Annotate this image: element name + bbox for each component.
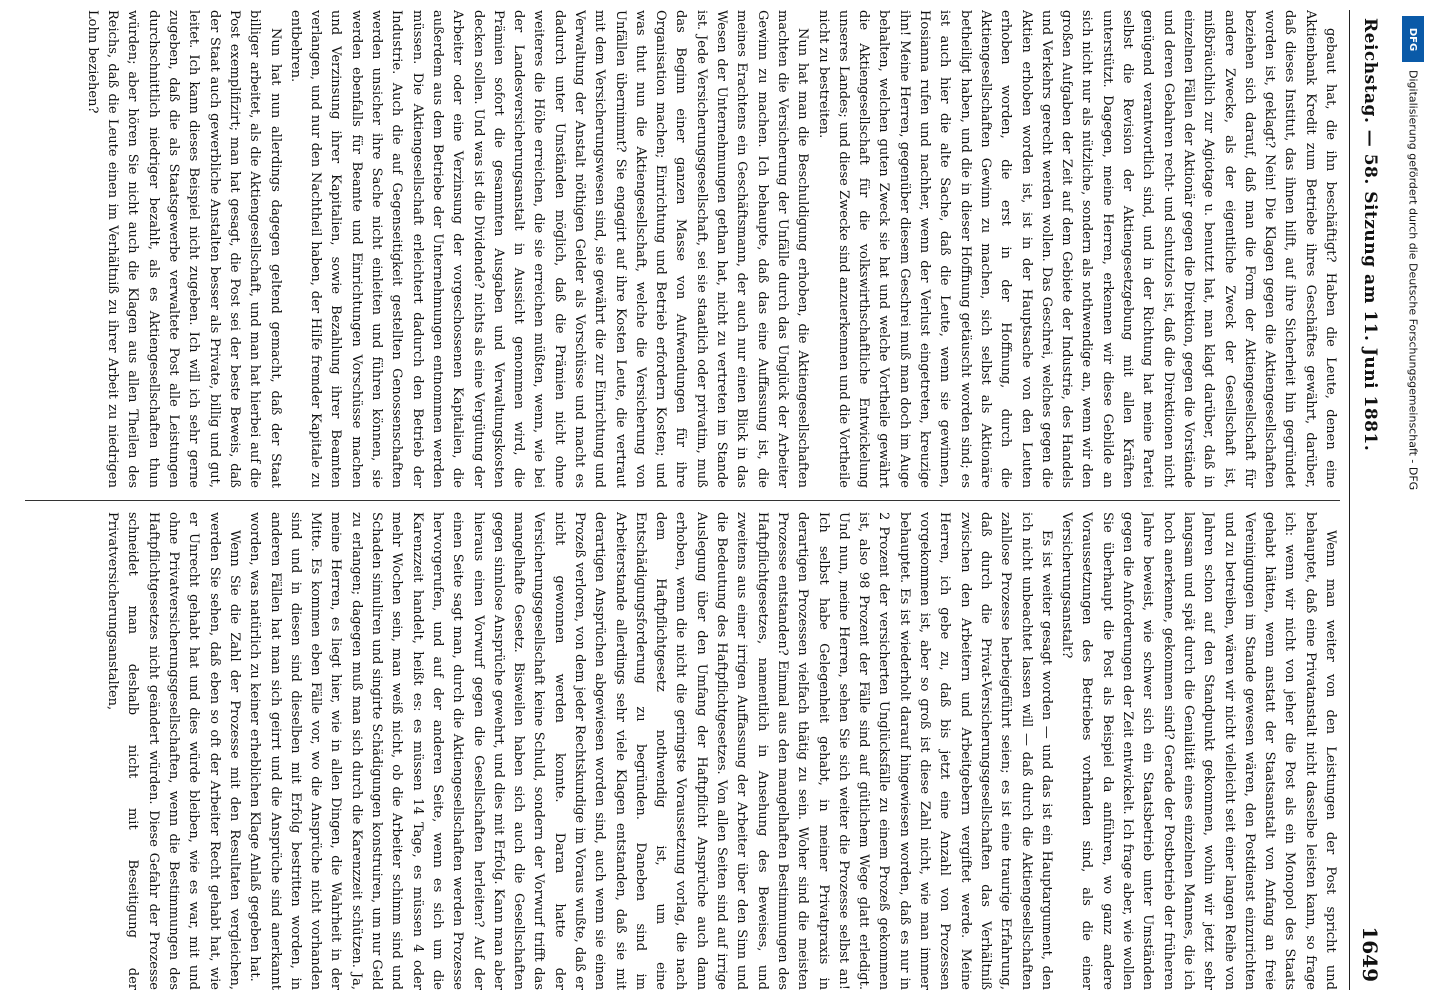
page-number: 1649: [1358, 926, 1382, 982]
text-columns: [25, 10, 1340, 990]
dfg-logo-icon: [1402, 16, 1424, 62]
column-divider: [25, 500, 1340, 501]
left-column: [25, 10, 1340, 488]
paragraph: Wenn man weiter von den Leistungen der Post spricht und behauptet, daß eine Privatanstalt nicht dasselbe leisten kann, so frage ich: wenn wir nicht von jeher die Post als ein Monopol des Staats gehabt hätten, wenn anstatt der Staatsanstalt von Anfang an freie Vereinigungen im Stande gewesen wären, den Postdienst einzurichten und zu betreiben, wären wir nicht vielleicht seit einer langen Reihe von Jahren schon auf den Standpunkt gekommen, wohin wir jetzt sehr langsam und spät durch die Genialität eines einzelnen Mannes, die ich hoch anerkenne, gekommen sind? Gerade der Postbetrieb der früheren Jahre beweist, wie schwer sich ein Staatsbetrieb unter Umständen gegen die Anforderungen der Zeit entwickelt. Ich frage aber, wie wollen Sie überhaupt die Post als Beispiel da anführen, wo ganz andere Voraussetzungen des Betriebes vorhanden sind, als die einer Versicherungsanstalt?: [1059, 512, 1338, 990]
paragraph: Nun hat man die Beschuldigung erhoben, die Aktiengesellschaften machten die Versicherung der Unfälle durch das Unglück der Arbeiter Gewinn zu machen. Ich behaupte, daß das eine Auffassung ist, die meines Erachtens ein Geschäftsmann, der auch nur einen Blick in das Wesen der Unternehmungen gethan hat, nicht zu vertreten im Stande ist. Jede Versicherungsgesellschaft, sei sie staatlich oder privatim, muß das Beginn einer ganzen Masse von Aufwendungen für ihre Organisation machen; Einrichtung und Betrieb erfordern Kosten; und was thut nun die Aktiengesellschaft, welche die Versicherung von Unfällen übernimmt? Sie engagirt auf ihre Kosten Leute, die vertraut mit dem Versicherungswesen sind, sie gewährt die zur Einrichtung und Verwaltung der Anstalt nöthigen Gelder als Vorschüsse und macht es dadurch unter Umständen möglich, daß die Prämien nicht ohne weiteres die Höhe erreichen, die sie erreichen müßten, wenn, wie bei der Landesversicherungsanstalt in Aussicht genommen wird, die Prämien sofort die gesammten Ausgaben und Verwaltungskosten decken sollen. Und was ist die Dividende? nichts als eine Vergütung der Arbeiter oder eine Verzinsung der vorgeschossenen Kapitalien, die außerdem aus dem Betriebe der Unternehmungen entnommen werden müssen. Die Aktiengesellschaft erleichtert dadurch den Betrieb der Industrie. Auch die auf Gegenseitigkeit gestellten Genossenschaften werden unsicher ihre Sache nicht einleiten und führen können, sie werden ebenfalls für Beamte und Einrichtungen Vorschüsse machen und Verzinsung ihrer Kapitalien, sowie Bezahlung ihrer Beamten verlangen, und nur den Nachtheil haben, der Hilfe fremder Kapitale zu entbehren.: [287, 10, 811, 488]
paragraph: Nun hat nun allerdings dagegen geltend gemacht, daß der Staat billiger arbeitet, als die Aktiengesellschaft, und man hat hierbei auf die Post exemplifizirt; man hat gesagt, die Post sei der beste Beweis, daß der Staat auch gewerbliche Anstalten besser als Private, billig und gut, leitet. Ich kann dieses Beispiel nicht zugeben. Ich will ich sehr gerne zugeben, daß die als Staatsgewerbe verwaltete Post alle Leistungen durchschnittlich niedriger bezahlt, als es Aktiengesellschaften thun würden; aber hören Sie nicht auch die Klagen aus allen Theilen des Reichs, daß die Leute einen im Verhältniß zu ihrer Arbeit zu niedrigen Lohn beziehen?: [84, 10, 283, 488]
right-column: [25, 512, 1340, 990]
paragraph: Es ist weiter gesagt worden — und das ist ein Hauptargument, den ich nicht unbeachtet lassen will — daß durch die Aktiengesellschaften zahllose Prozesse herbeigeführt seien; es ist eine traurige Erfahrung, daß durch die Privat-Versicherungsgesellschaften das Verhältniß zwischen den Arbeitern und Arbeitgebern vergiftet werde. Meine Herren, ich gebe zu, daß bis jetzt eine Anzahl von Prozessen vorgekommen ist, aber so groß ist diese Zahl nicht, wie man immer behauptet. Es ist wiederholt darauf hingewiesen worden, daß es nur in 2 Prozent der versicherten Unglücksfälle zu einem Prozeß gekommen ist, also 98 Prozent der Fälle sind auf gütlichem Wege glatt erledigt. Und nun, meine Herren, sehen Sie sich weiter die Prozesse selbst an! Ich selbst habe Gelegenheit gehabt, in meiner Privatpraxis in derartigen Prozessen vielfach thätig zu sein. Woher sind die meisten Prozesse entstanden? Einmal aus den mangelhaften Bestimmungen des Haftpflichtgesetzes, namentlich in Ansehung des Beweises, und zweitens aus einer irrigen Auffassung der Arbeiter über den Sinn und die Bedeutung des Haftpflichtgesetzes. Von allen Seiten sind auf irrige Auslegung über den Umfang der Haftpflicht Ansprüche auch dann erhoben, wenn die nicht die geringste Voraussetzung vorlag, die nach dem Haftpflichtgesetz nothwendig ist, um eine Entschädigungsforderung zu begründen. Daneben sind im Arbeiterstande allerdings sehr viele Klagen entstanden, daß sie mit derartigen Ansprüchen abgewiesen worden sind, auch wenn sie einen Prozeß verloren, von dem jeder Rechtskundige im Voraus wußte, daß er nicht gewonnen werden konnte. Daran hatte der Versicherungsgesellschaft keine Schuld, sondern der Vorwurf trifft das mangelhafte Gesetz. Bisweilen haben sich auch die Gesellschaften gegen sinnlose Ansprüche gewehrt, und dies mit Erfolg. Kann man aber hieraus einen Vorwurf gegen die Gesellschaften herleiten? Auf der einen Seite sagt man, durch die Aktiengesellschaften werden Prozesse hervorgerufen, und auf der anderen Seite, wenn es sich um die Karenzzeit handelt, heißt es: es müssen 14 Tage, es müssen 4 oder mehr Wochen sein, man weiß nicht, ob die Arbeiter schimm sind und Schaden simuliren und singirte Schädigungen konstruiren, um nur Geld zu erlangen; dagegen muß man sich durch die Karenzzeit schützen. Ja, meine Herren, es liegt hier, wie in allen Dingen, die Wahrheit in der Mitte. Es kommen eben Fälle vor, wo die Ansprüche nicht vorhanden sind und in diesen sind dieselben mit Erfolg bestritten worden, in anderen Fällen hat man sich geirrt und die Ansprüche sind anerkannt worden, was natürlich zu keiner erheblichen Klage Anlaß gegeben hat.: [247, 512, 1054, 990]
paragraph: gebaut hat, die ihn beschäftigt? Haben die Leute, denen eine Aktienbank Kredit zum Betriebe ihres Geschäftes gewährt, darüber, daß dieses Institut, das ihnen hilft, auf ihre Sicherheit hin gegründet worden ist, geklagt? Nein! Die Klagen gegen die Aktiengesellschaften beziehen sich darauf, daß man die Form der Aktiengesellschaft für andere Zwecke, als der eigentliche Zweck der Gesellschaft ist, mißbräuchlich zur Agiotage u. benutzt hat, man klagt darüber, daß in einzelnen Fällen der Aktionär gegen die Direktion, gegen die Vorstände und deren Gebahren recht- und schutzlos ist, daß die Direktionen nicht genügend verantwortlich sind, und in der Richtung hat meine Partei selbst die Revision der Aktiengesetzgebung mit allen Kräften unterstützt. Dagegen, meine Herren, erkennen wir diese Gebilde an sich nicht nur als nützliche, sondern als nothwendige an, wenn wir den großen Aufgaben der Zeit auf dem Gebiete der Industrie, des Handels und Verkehrs gerecht werden wollen. Das Geschrei, welches gegen die Aktien erhoben worden ist, ist in der Hauptsache von den Leuten erhoben worden, die erst in der Hoffnung, durch die Aktiengesellschaften Gewinn zu machen, sich selbst als Aktionäre betheiligt haben, und die in dieser Hoffnung getäuscht worden sind; es ist auch hier die alte Sache, daß die Leute, wenn sie gewinnen, Hosianna rufen und nachher, wenn der Verlust eingetreten, kreuzige ihn! Meine Herren, gegenüber diesem Geschrei muß man doch im Auge behalten, welchen guten Zweck sie hat und welche Vortheile gewährt die Aktiengesellschaft für die volkswirthschaftliche Entwickelung unseres Landes; und diese Zwecke sind anzuerkennen und die Vortheile nicht zu bestreiten.: [815, 10, 1338, 488]
paragraph: Wenn Sie die Zahl der Prozesse mit den Resultaten vergleichen, werden Sie sehen, daß eben so oft der Arbeiter Recht gehabt hat, wie er Unrecht gehabt hat und dies würde bleiben, wie es war, mit und ohne Privatversicherungsgesellschaften, wenn die Bestimmungen des Haftpflichtgesetzes nicht geändert würden. Diese Gefahr der Prozesse schneidet man deshalb nicht mit Beseitigung der Privatversicherungsanstalten,: [105, 512, 242, 990]
header-rule: [1349, 10, 1350, 990]
credit-text: Digitalisierung gefördert durch die Deutsche Forschungsgemeinschaft - DFG: [1406, 70, 1420, 491]
publication-title: Reichstag. — 58. Sitzung am 11. Juni 1881.: [1360, 18, 1380, 452]
dfg-logo-text: DFG: [1407, 27, 1419, 51]
newspaper-page: [20, 0, 1390, 1000]
digitization-credit: [1400, 10, 1426, 990]
page-header: [1348, 0, 1390, 1000]
